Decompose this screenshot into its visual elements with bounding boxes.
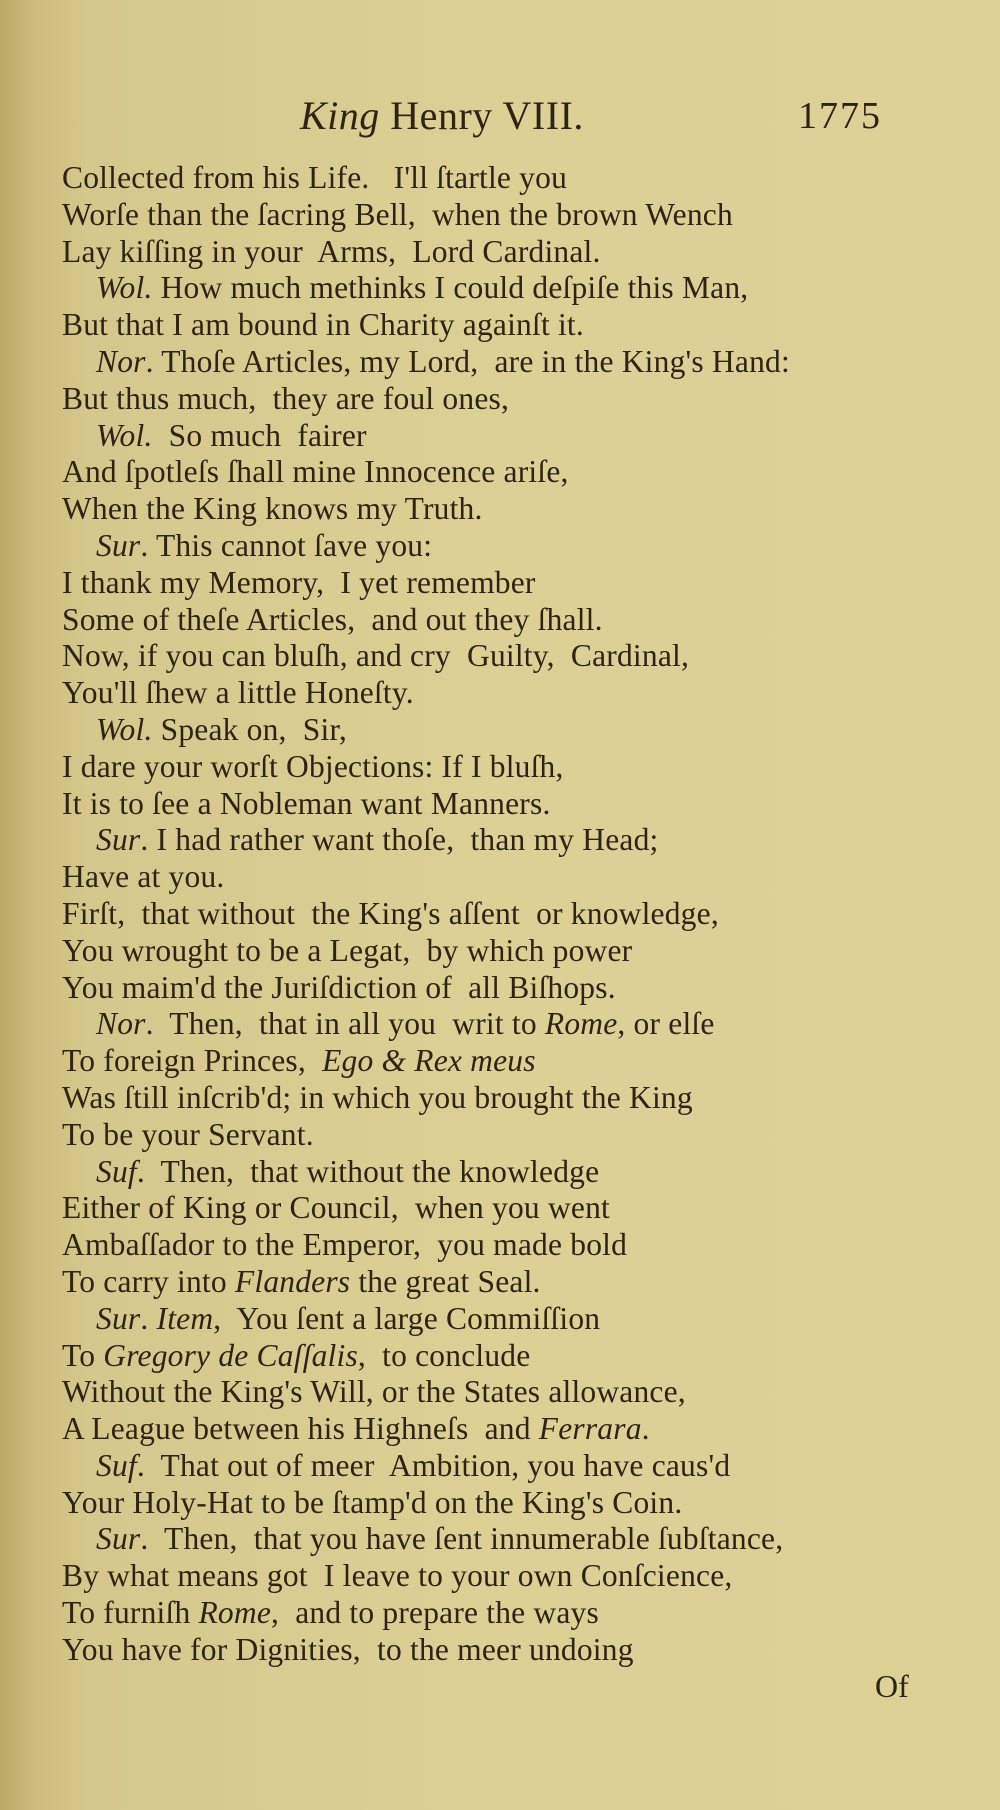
text-segment: Collected from his Life. I'll ſtartle you [62,160,568,195]
text-segment: I thank my Memory, I yet remember [62,564,536,600]
text-segment: Ambaſſador to the Emperor, you made bold [62,1227,628,1263]
text-line [62,270,962,307]
text-line [62,344,962,381]
text-line [62,381,962,418]
text-line [62,1227,962,1264]
text-segment: . [140,1300,157,1336]
text-line [62,454,962,491]
text-line [62,1521,962,1558]
italic-text: Nor [96,1006,146,1042]
text-segment: Lay kiſſing in your Arms, Lord Cardinal. [62,233,601,269]
text-segment: Now, if you can bluſh, and cry Guilty, Cardinal, [62,638,690,674]
text-segment: To be your Servant. [62,1116,314,1152]
text-line [62,859,962,896]
italic-text: Ferrara [538,1411,642,1447]
italic-text: Wol. [96,270,153,306]
text-line [62,1117,962,1154]
text-segment: Without the King's Will, or the States allowance, [62,1374,686,1410]
play-text [62,160,962,1669]
running-title-italic: King [300,93,380,138]
text-segment: How much methinks I could deſpiſe this Man, [152,270,749,306]
text-line [62,822,962,859]
text-line [62,1154,962,1191]
text-segment: Some of theſe Articles, and out they ſhall. [62,601,603,637]
text-segment: You'll ſhew a little Honeſty. [62,675,414,711]
text-line [62,1080,962,1117]
catchword: Of [875,1668,909,1704]
italic-text: Sur [96,1300,141,1336]
text-line [62,749,962,786]
text-segment: But that I am bound in Charity againſt it. [62,307,584,343]
text-line [62,602,962,639]
text-line [62,638,962,675]
text-segment: So much fairer [152,417,367,453]
text-line [62,1632,962,1669]
text-line [62,1448,962,1485]
text-line [62,1374,962,1411]
text-line [62,1558,962,1595]
text-segment: . Then, that without the knowledge [136,1153,600,1189]
italic-text: Rome [544,1006,618,1042]
text-segment: the great Seal. [350,1263,541,1299]
text-segment: A League between his Highneſs and [62,1411,539,1447]
text-segment: When the King knows my Truth. [62,491,483,527]
text-line [62,933,962,970]
text-segment: But thus much, they are foul ones, [62,380,510,416]
text-line [62,1301,962,1338]
running-title [300,92,584,139]
text-line [62,1595,962,1632]
text-segment: To carry into [62,1263,235,1299]
text-segment: Firſt, that without the King's aſſent or knowledge, [62,895,719,931]
text-line [62,1264,962,1301]
text-line [62,1411,962,1448]
text-segment: , to conclude [357,1337,531,1373]
italic-text: Wol. [96,417,153,453]
text-segment: Speak on, Sir, [152,711,347,747]
italic-text: Flanders [234,1263,351,1299]
italic-text: Nor [96,343,146,379]
text-segment: I dare your worſt Objections: If I bluſh, [62,748,564,784]
text-line [62,712,962,749]
text-segment: It is to ſee a Nobleman want Manners. [62,785,551,821]
text-segment: Your Holy-Hat to be ſtamp'd on the King's Coin. [62,1484,683,1520]
text-line [62,528,962,565]
text-segment: , You ſent a large Commiſſion [213,1300,601,1336]
text-segment: To [62,1337,104,1373]
text-line [62,1006,962,1043]
italic-text: Item [156,1300,214,1336]
text-line [62,307,962,344]
text-line [62,1043,962,1080]
text-segment: You wrought to be a Legat, by which power [62,932,633,968]
text-line [62,786,962,823]
text-line [62,160,962,197]
italic-text: Rome [198,1595,272,1631]
italic-text: Sur [96,1521,141,1557]
text-segment: . Then, that in all you writ to [145,1006,545,1042]
text-segment: . Then, that you have ſent innumerable ſubſtance, [140,1521,784,1557]
running-title-rest: Henry VIII. [379,93,584,138]
text-segment: Was ſtill inſcrib'd; in which you brought the King [62,1079,693,1115]
text-segment: To furniſh [62,1595,199,1631]
text-segment: Either of King or Council, when you went [62,1190,610,1226]
text-segment: You have for Dignities, to the meer undoing [62,1631,634,1667]
text-line [62,970,962,1007]
text-line [62,1338,962,1375]
text-segment: To foreign Princes, [62,1043,323,1079]
text-line [62,565,962,602]
text-line [62,1485,962,1522]
italic-text: Wol. [96,711,153,747]
text-segment: , and to prepare the ways [271,1595,599,1631]
page-number: 1775 [798,95,882,137]
text-line [62,1190,962,1227]
text-line [62,896,962,933]
italic-text: Ego & Rex meus [322,1043,536,1079]
text-segment: . [641,1411,650,1447]
text-segment: . I had rather want thoſe, than my Head; [140,822,659,858]
italic-text: Suf [96,1153,137,1189]
text-segment: By what means got I leave to your own Conſcience, [62,1558,733,1594]
text-segment: And ſpotleſs ſhall mine Innocence ariſe, [62,454,569,490]
text-segment: You maim'd the Juriſdiction of all Biſhops. [62,969,616,1005]
italic-text: Sur [96,527,141,563]
text-segment: . That out of meer Ambition, you have caus'd [136,1447,731,1483]
running-header [0,92,1000,142]
italic-text: Gregory de Caſſalis [103,1337,358,1373]
text-line [62,418,962,455]
text-segment: . This cannot ſave you: [140,527,433,563]
italic-text: Suf [96,1447,137,1483]
text-segment: Have at you. [62,859,225,895]
text-line [62,491,962,528]
text-segment: , or elſe [617,1006,715,1042]
text-segment: Worſe than the ſacring Bell, when the brown Wench [62,196,733,232]
text-segment: . Thoſe Articles, my Lord, are in the King's Hand: [145,343,790,379]
text-line [62,197,962,234]
italic-text: Sur [96,822,141,858]
text-line [62,675,962,712]
text-line [62,234,962,271]
